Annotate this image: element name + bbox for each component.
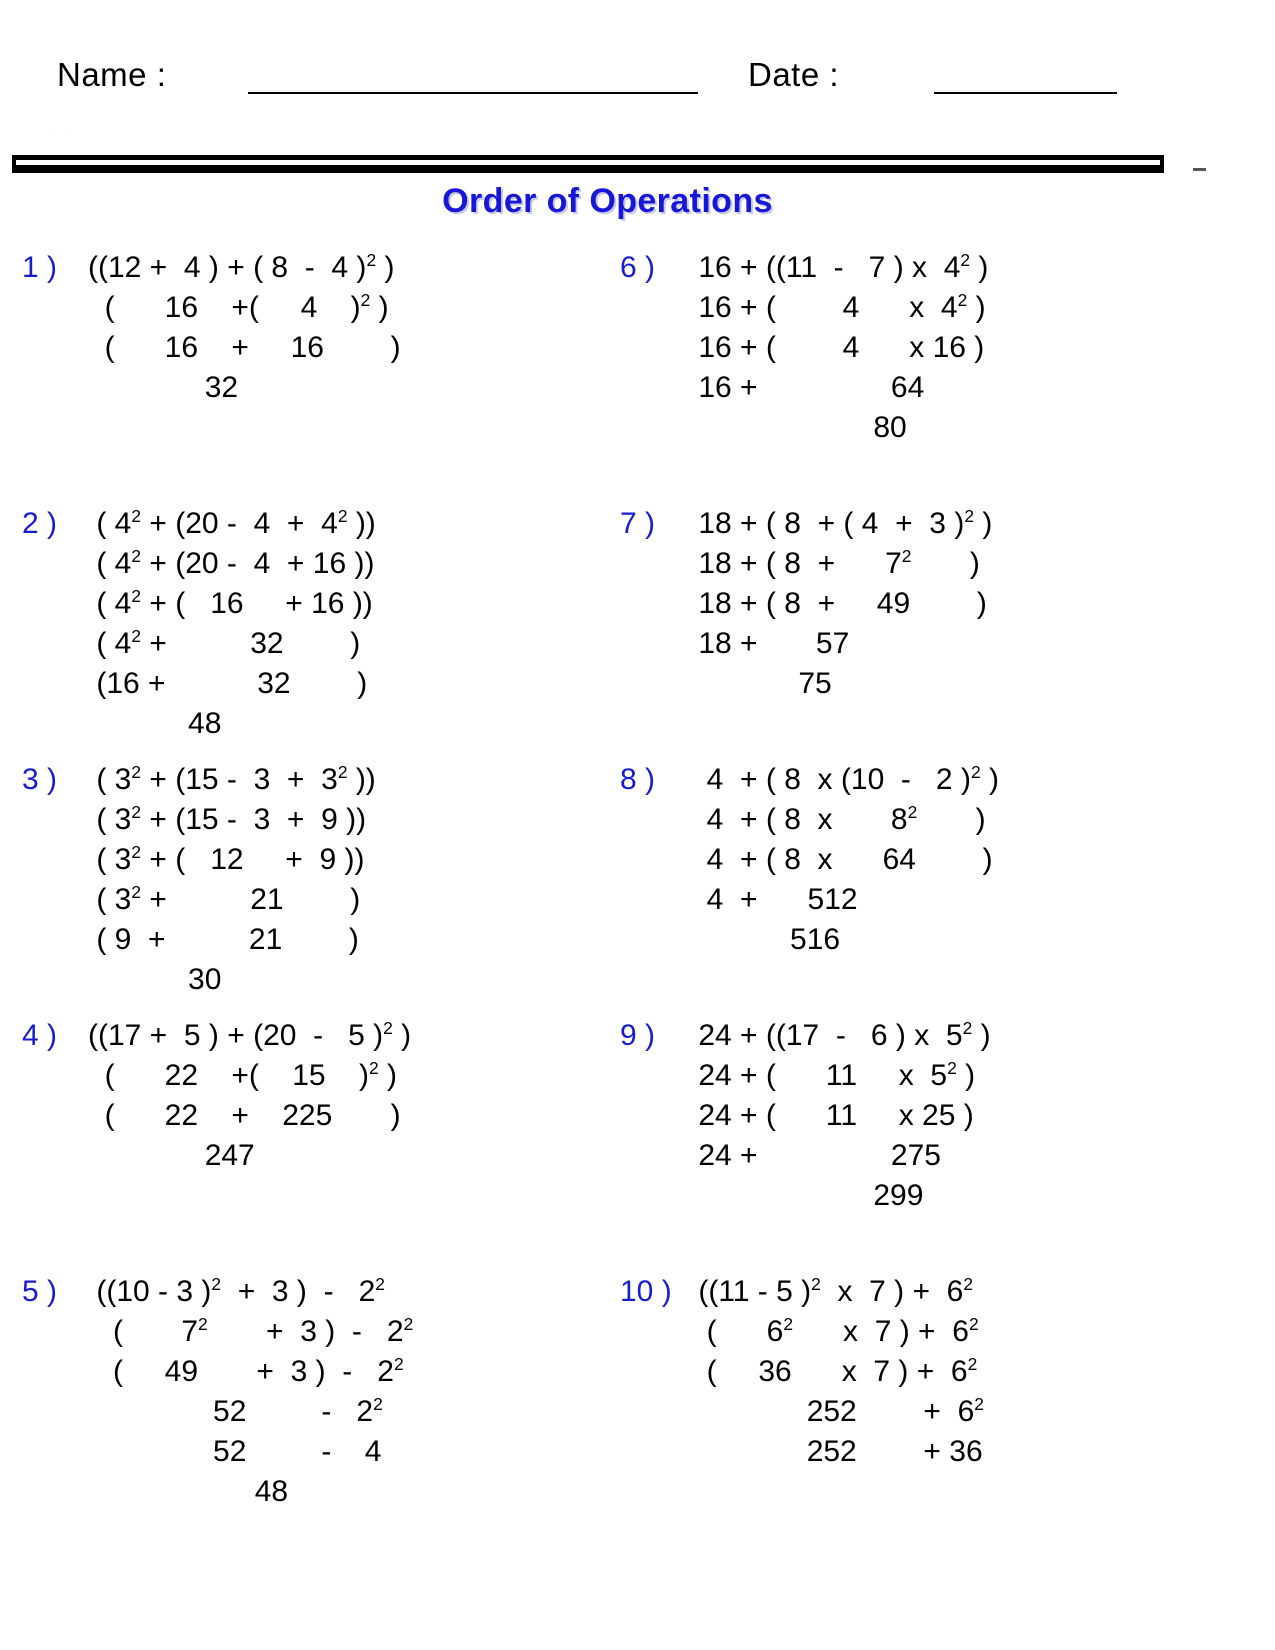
problem-work-lines (88, 1016, 411, 1176)
work-line: ( 49 + 3 ) - $2^2$ (88, 1354, 404, 1388)
work-line: 252 + $6^2$ (690, 1394, 984, 1428)
work-line: ( $4^2$ + ( 16 + 16 )) (88, 586, 373, 620)
work-line: 4 + 512 (690, 883, 858, 916)
problem-work-lines (690, 1272, 984, 1472)
work-line: ( $6^2$ x 7 ) + $6^2$ (690, 1314, 979, 1348)
work-line: ( $4^2 + (20 - 4 + 16$ )) (88, 546, 375, 580)
work-line: 4 + ( 8 x $8^2$ ) (690, 802, 986, 836)
problem-number: 7 ) (620, 507, 656, 540)
work-line: ( 16 + 16 ) (88, 331, 401, 364)
problem-work-lines (88, 248, 401, 408)
answer-line: 75 (690, 667, 832, 700)
work-line: (16 + 32 ) (88, 667, 368, 700)
work-line: ((10 - 3 )$^2$ + 3 ) - $2^2$ (88, 1274, 385, 1308)
work-line: 18 + ( 8 + ( 4 + 3 )$^2$ ) (690, 506, 993, 540)
work-line: ( $4^2$ + 32 ) (88, 626, 361, 660)
answer-line: 516 (690, 923, 841, 956)
work-line: 24 + ( 11 x 25 ) (690, 1099, 974, 1132)
answer-line: 48 (88, 1475, 289, 1508)
work-line: ( $3^2$ + ( 12 + 9 )) (88, 842, 365, 876)
work-line: ( $3^2$ + 21 ) (88, 882, 361, 916)
worksheet-header (0, 0, 1275, 150)
work-line: 4 + ( 8 x (10 - 2 )$^2$ ) (690, 762, 999, 796)
work-line: ( 36 x 7 ) + $6^2$ (690, 1354, 978, 1388)
work-line: ( $3^2 + (15 - 3 + 3^2$ )) (88, 762, 376, 796)
problem-work-lines (88, 1272, 413, 1512)
work-line: 16 + ( 4 x $4^2$ ) (690, 290, 986, 324)
answer-line: 247 (88, 1139, 255, 1172)
problem-number: 3 ) (22, 763, 58, 796)
problem-number: 8 ) (620, 763, 656, 796)
work-line: ( $3^2 + (15 - 3 + 9$ )) (88, 802, 367, 836)
work-line: 16 + 64 (690, 371, 925, 404)
name-write-line[interactable] (248, 92, 698, 94)
problem-work-lines (88, 760, 376, 1000)
problem-number: 5 ) (22, 1275, 58, 1308)
problem-number: 10 ) (620, 1275, 672, 1308)
work-line: ( 9 + 21 ) (88, 923, 359, 956)
work-line: ( 22 +( 15 )$^2$ ) (88, 1058, 397, 1092)
work-line: 52 - 4 (88, 1435, 382, 1468)
work-line: ( $4^2 + (20 - 4 + 4^2$ )) (88, 506, 376, 540)
problem-number: 4 ) (22, 1019, 58, 1052)
divider-end-tick (1193, 168, 1206, 171)
work-line: 16 + ( 4 x 16 ) (690, 331, 985, 364)
faint-watermark-text: · · · (42, 120, 74, 139)
answer-line: 80 (690, 411, 907, 444)
problem-number: 1 ) (22, 251, 58, 284)
page-title: Order of Operations (442, 182, 773, 220)
work-line: ((17 + 5 ) + (20 - 5 )$^2$ ) (88, 1018, 412, 1052)
work-line: 18 + 57 (690, 627, 850, 660)
problem-work-lines (690, 504, 992, 704)
work-line: ((12 + 4 ) + ( 8 - 4 )$^2$ ) (88, 250, 395, 284)
work-line: 24 + ( 11 x $5^2$ ) (690, 1058, 976, 1092)
problem-number: 6 ) (620, 251, 656, 284)
work-line: 4 + ( 8 x 64 ) (690, 843, 993, 876)
work-line: ( $7^2$ + 3 ) - $2^2$ (88, 1314, 414, 1348)
work-line: 18 + ( 8 + $7^2$ ) (690, 546, 980, 580)
problem-work-lines (690, 760, 999, 960)
work-line: 18 + ( 8 + 49 ) (690, 587, 987, 620)
answer-line: 48 (88, 707, 222, 740)
date-write-line[interactable] (934, 92, 1117, 94)
work-line: 24 + 275 (690, 1139, 941, 1172)
work-line: 52 - $2^2$ (88, 1394, 383, 1428)
name-label: Name : (57, 56, 167, 93)
date-label: Date : (748, 56, 840, 93)
problem-number: 9 ) (620, 1019, 656, 1052)
work-line: 24 + ((17 - 6 ) x $5^2$ ) (690, 1018, 991, 1052)
problem-work-lines (88, 504, 376, 744)
answer-line: 32 (88, 371, 239, 404)
problem-work-lines (690, 248, 988, 448)
work-line: ( 16 +( 4 )$^2$ ) (88, 290, 389, 324)
header-divider-inner-gap (16, 160, 1160, 165)
work-line: ((11 - 5 )$^2$ x 7 ) + $6^2$ (690, 1274, 974, 1308)
problem-work-lines (690, 1016, 991, 1216)
answer-line: 30 (88, 963, 222, 996)
header-divider-rule (12, 155, 1164, 173)
answer-line: 252 + 36 (690, 1435, 983, 1468)
problem-number: 2 ) (22, 507, 58, 540)
answer-line: 299 (690, 1179, 924, 1212)
work-line: 16 + ((11 - 7 ) x $4^2$ ) (690, 250, 989, 284)
work-line: ( 22 + 225 ) (88, 1099, 401, 1132)
